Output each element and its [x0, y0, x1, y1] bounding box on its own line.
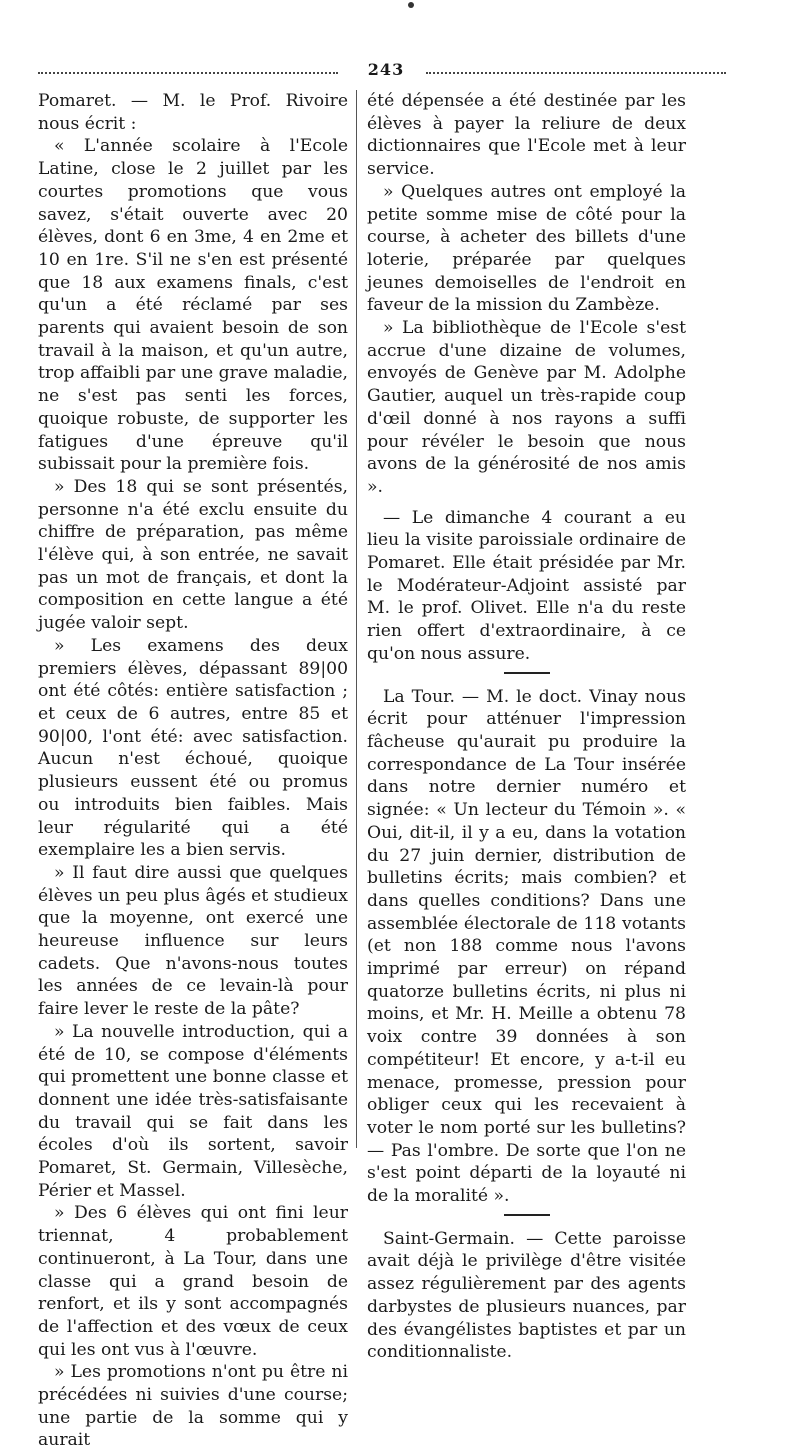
pomaret-paragraph-2: » Des 18 qui se sont présentés, personne n'a été exclu ensuite du chiffre de préparation, pas même l'élève qui, à son entrée, ne savait pas un mot de français, et dont la composition en cette langue a été jugée valoir sept. [38, 476, 348, 634]
column-divider [356, 90, 357, 1148]
left-column [38, 90, 348, 1452]
ink-mark [408, 2, 414, 8]
header-rule-right [426, 72, 726, 74]
la-tour-article: La Tour. — M. le doct. Vinay nous écrit pour atténuer l'impression fâcheuse qu'aurait pu produire la correspondance de La Tour insérée dans notre dernier numéro et signée: « Un lecteur du Témoin ». « Oui, dit-il, il y a eu, dans la votation du 27 juin dernier, distribution de bulletins écrits; mais combien? et dans quelles conditions? Dans une assemblée électorale de 118 votants (et non 188 comme nous l'avons imprimé par erreur) on répand quatorze bulletins écrits, ni plus ni moins, et Mr. H. Meille a obtenu 78 voix contre 39 données à son compétiteur! Et encore, y a-t-il eu menace, promesse, pression pour obliger ceux qui les recevaient à voter le nom porté sur les bulletins? — Pas l'ombre. De sorte que l'on ne s'est point départi de la loyauté ni de la moralité ». [367, 686, 686, 1207]
pomaret-intro: Pomaret. — M. le Prof. Rivoire nous écrit : [38, 91, 348, 134]
right-column [367, 90, 686, 1364]
section-separator [504, 1214, 550, 1216]
saint-germain-article: Saint-Germain. — Cette paroisse avait déjà le privilège d'être visitée assez régulièrement par des agents darbystes de plusieurs nuances, par des évangélistes baptistes et par un conditionnaliste. [367, 1228, 686, 1363]
pomaret-paragraph-7: » Les promotions n'ont pu être ni précédées ni suivies d'une course; une partie de la somme qui y aurait [38, 1362, 348, 1451]
page-number: 243 [367, 60, 405, 79]
pomaret-paragraph-1: « L'année scolaire à l'Ecole Latine, close le 2 juillet par les courtes promotions que vous savez, s'était ouverte avec 20 élèves, dont 6 en 3me, 4 en 2me et 10 en 1re. S'il ne s'en est présenté que 18 aux examens finals, c'est qu'un a été réclamé par ses parents qui avaient besoin de son travail à la maison, et qu'un autre, trop affaibli par une grave maladie, ne s'est pas senti les forces, quoique robuste, de supporter les fatigues d'une épreuve qu'il subissait pour la première fois. [38, 136, 348, 475]
pomaret-visit-paragraph: — Le dimanche 4 courant a eu lieu la visite paroissiale ordinaire de Pomaret. Elle était présidée par Mr. le Modérateur-Adjoint assisté par M. le prof. Olivet. Elle n'a du reste rien offert d'extraordinaire, à ce qu'on nous assure. [367, 507, 686, 664]
pomaret-paragraph-4: » Il faut dire aussi que quelques élèves un peu plus âgés et studieux que la moyenne, ont exercé une heureuse influence sur leurs cadets. Que n'avons-nous toutes les années de ce levain-là pour faire lever le reste de la pâte? [38, 862, 348, 1020]
page-header [38, 60, 738, 82]
pomaret-paragraph-9: » Quelques autres ont employé la petite somme mise de côté pour la course, à acheter des billets d'une loterie, préparée par quelques jeunes demoiselles de l'endroit en faveur de la mission du Zambèze. [367, 181, 686, 316]
pomaret-paragraph-10: » La bibliothèque de l'Ecole s'est accrue d'une dizaine de volumes, envoyés de Genève par M. Adolphe Gautier, auquel un très-rapide coup d'œil donné à nos rayons a suffi pour révéler le besoin que nous avons de la générosité de nos amis ». [367, 318, 686, 497]
pomaret-paragraph-3: » Les examens des deux premiers élèves, dépassant 89|00 ont été côtés: entière satisfaction ; et ceux de 6 autres, entre 85 et 90|00, l'ont été: avec satisfaction. Aucun n'est échoué, quoique plusieurs eussent été ou promus ou introduits bien faibles. Mais leur régularité qui a été exemplaire les a bien servis. [38, 635, 348, 861]
section-separator [504, 672, 550, 674]
header-rule-left [38, 72, 338, 74]
pomaret-paragraph-6: » Des 6 élèves qui ont fini leur triennat, 4 probablement continueront, à La Tour, dans une classe qui a grand besoin de renfort, et ils y sont accompagnés de l'affection et des vœux de ceux qui les ont vus à l'œuvre. [38, 1203, 348, 1360]
pomaret-paragraph-5: » La nouvelle introduction, qui a été de 10, se compose d'éléments qui promettent une bonne classe et donnent une idée très-satisfaisante du travail qui se fait dans les écoles d'où ils sortent, savoir Pomaret, St. Germain, Villesèche, Périer et Massel. [38, 1021, 348, 1201]
pomaret-paragraph-8: été dépensée a été destinée par les élèves à payer la reliure de deux dictionnaires que l'Ecole met à leur service. [367, 91, 686, 180]
